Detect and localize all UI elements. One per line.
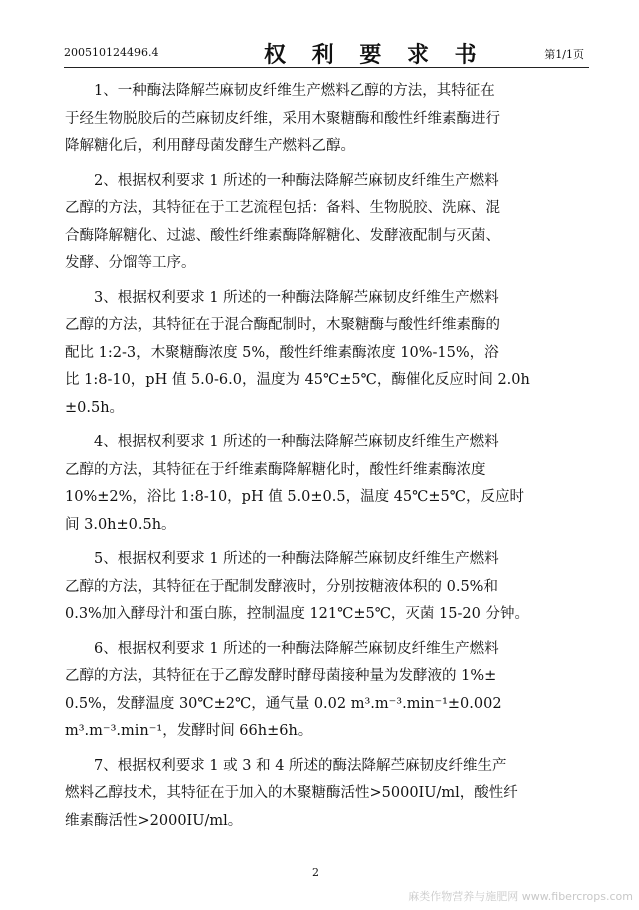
claim-line: 配比 1:2-3，木聚糖酶浓度 5%，酸性纤维素酶浓度 10%-15%，浴 (65, 344, 499, 361)
watermark-url: www.fibercrops.com (521, 890, 633, 903)
claim-line: 乙醇的方法，其特征在于纤维素酶降解糖化时，酸性纤维素酶浓度 (65, 461, 486, 478)
claim-line: 1、一种酶法降解苎麻韧皮纤维生产燃料乙醇的方法，其特征在 (94, 83, 495, 99)
claim-paragraph (65, 429, 575, 539)
claim-line: 0.3%加入酵母汁和蛋白胨，控制温度 121℃±5℃，灭菌 15-20 分钟。 (65, 606, 529, 622)
claim-line: ±0.5h。 (65, 399, 125, 416)
claim-line: 5、根据权利要求 1 所述的一种酶法降解苎麻韧皮纤维生产燃料 (94, 551, 499, 567)
claim-line: 比 1:8-10，pH 值 5.0-6.0，温度为 45℃±5℃，酶催化反应时间 2.0h (65, 372, 530, 388)
claim-line: 间 3.0h±0.5h。 (65, 516, 176, 533)
watermark (408, 888, 633, 904)
claim-line: 合酶降解糖化、过滤、酸性纤维素酶降解糖化、发酵液配制与灭菌、 (65, 227, 500, 244)
claim-line: 乙醇的方法，其特征在于配制发酵液时，分别按糖液体积的 0.5%和 (65, 578, 498, 595)
claim-line: 0.5%，发酵温度 30℃±2℃，通气量 0.02 m³.m⁻³.min⁻¹±0.002 (65, 695, 502, 712)
claim-paragraph (65, 78, 575, 161)
watermark-text: 麻类作物营养与施肥网 (408, 890, 519, 903)
claim-paragraph (65, 168, 575, 278)
claim-paragraph (65, 636, 575, 746)
claim-line: 维素酶活性>2000IU/ml。 (65, 812, 243, 829)
document-title: 权 利 要 求 书 (264, 42, 486, 68)
page-number: 2 (312, 866, 319, 879)
claim-paragraph (65, 546, 575, 629)
claim-line: 乙醇的方法，其特征在于乙醇发酵时酵母菌接种量为发酵液的 1%± (65, 668, 497, 684)
claim-line: 降解糖化后，利用酵母菌发酵生产燃料乙醇。 (65, 138, 355, 154)
header-divider (64, 67, 589, 68)
document-header (64, 38, 584, 66)
application-number: 200510124496.4 (64, 46, 159, 59)
claim-line: 2、根据权利要求 1 所述的一种酶法降解苎麻韧皮纤维生产燃料 (94, 172, 499, 189)
claim-line: 3、根据权利要求 1 所述的一种酶法降解苎麻韧皮纤维生产燃料 (94, 289, 499, 306)
claim-line: 乙醇的方法，其特征在于混合酶配制时，木聚糖酶与酸性纤维素酶的 (65, 317, 500, 333)
claim-line: 7、根据权利要求 1 或 3 和 4 所述的酶法降解苎麻韧皮纤维生产 (94, 757, 507, 774)
page-indicator: 第1/1页 (544, 48, 584, 61)
claims-body (65, 78, 575, 842)
claim-line: 乙醇的方法，其特征在于工艺流程包括：备料、生物脱胶、洗麻、混 (65, 200, 500, 216)
claim-line: m³.m⁻³.min⁻¹，发酵时间 66h±6h。 (65, 723, 313, 739)
claim-line: 于经生物脱胶后的苎麻韧皮纤维，采用木聚糖酶和酸性纤维素酶进行 (65, 110, 500, 127)
claim-line: 4、根据权利要求 1 所述的一种酶法降解苎麻韧皮纤维生产燃料 (94, 434, 499, 450)
claim-paragraph (65, 753, 575, 836)
claim-line: 燃料乙醇技术，其特征在于加入的木聚糖酶活性>5000IU/ml，酸性纤 (65, 785, 518, 801)
claim-line: 10%±2%，浴比 1:8-10，pH 值 5.0±0.5，温度 45℃±5℃，反应时 (65, 489, 524, 505)
claim-line: 发酵、分馏等工序。 (65, 255, 196, 271)
claim-line: 6、根据权利要求 1 所述的一种酶法降解苎麻韧皮纤维生产燃料 (94, 640, 499, 657)
claim-paragraph (65, 285, 575, 423)
